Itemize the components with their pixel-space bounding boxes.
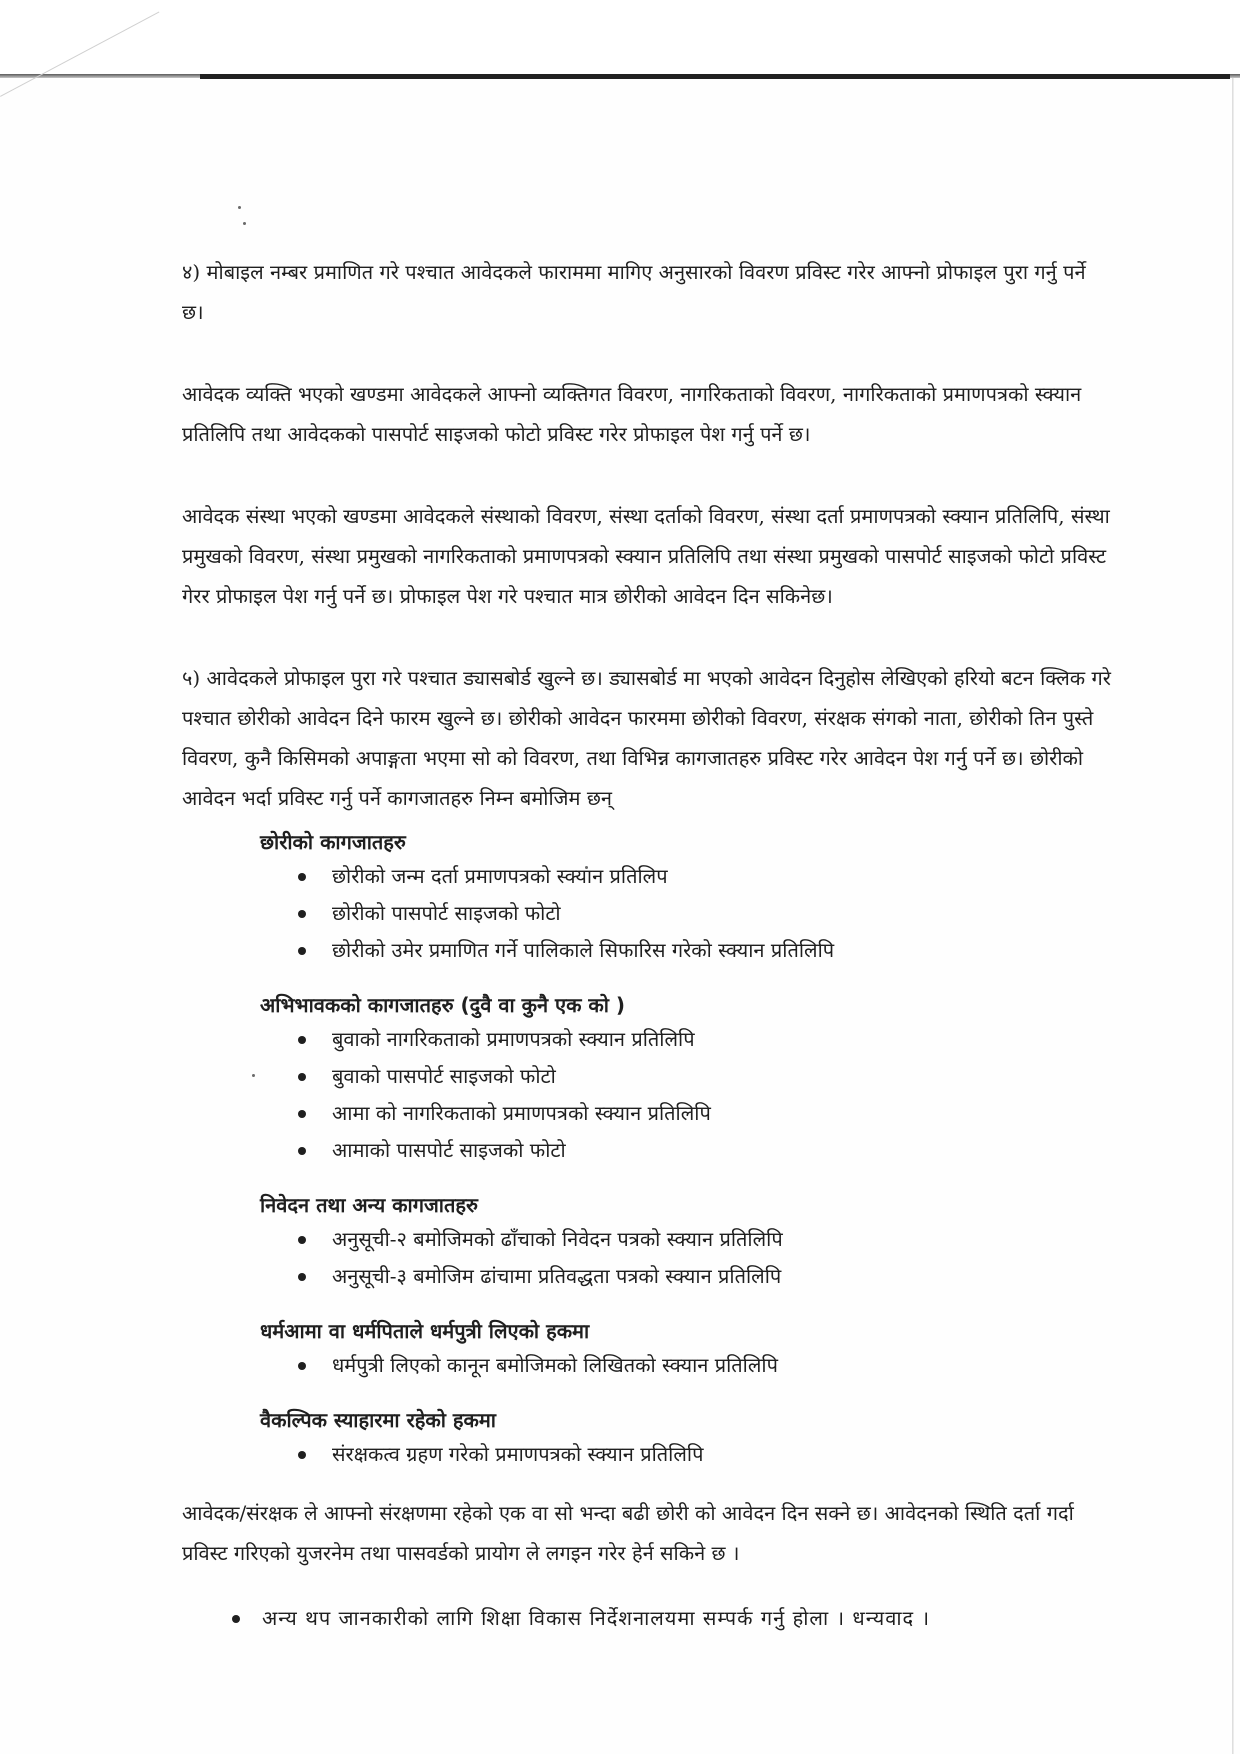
- section-heading-application-documents: निवेदन तथा अन्य कागजातहरु: [260, 1193, 478, 1217]
- footer-note-text: अन्य थप जानकारीको लागि शिक्षा विकास निर्देशनालयमा सम्पर्क गर्नु होला । धन्यवाद ।: [262, 1606, 931, 1630]
- scan-speck: [238, 206, 241, 209]
- list-item: अनुसूची-२ बमोजिमको ढाँचाको निवेदन पत्रको स्क्यान प्रतिलिपि: [182, 1221, 1112, 1258]
- bullet-icon: [298, 1147, 306, 1155]
- guardian-documents-list: [182, 1021, 1112, 1169]
- list-item: छोरीको जन्म दर्ता प्रमाणपत्रको स्क्यान प्रतिलिप: [182, 858, 1112, 895]
- document-body: [182, 252, 1112, 1635]
- list-item: अनुसूची-३ बमोजिम ढांचामा प्रतिवद्धता पत्रको स्क्यान प्रतिलिपि: [182, 1258, 1112, 1295]
- bullet-icon: [298, 1110, 306, 1118]
- scan-top-edge-shadow: [200, 74, 1230, 79]
- paragraph-organization-applicant: आवेदक संस्था भएको खण्डमा आवेदकले संस्थाको विवरण, संस्था दर्ताको विवरण, संस्था दर्ता प्रमाणपत्रको स्क्यान प्रतिलिपि, संस्था प्रमुखको विवरण, संस्था प्रमुखको नागरिकताको प्रमाणपत्रको स्क्यान प्रतिलिपि तथा संस्था प्रमुखको पासपोर्ट साइजको फोटो प्रविस्ट गेरर प्रोफाइल पेश गर्नु पर्ने छ। प्रोफाइल पेश गरे पश्चात मात्र छोरीको आवेदन दिन सकिनेछ।: [182, 504, 1110, 608]
- bullet-icon: [298, 1451, 306, 1459]
- list-item: छोरीको पासपोर्ट साइजको फोटो: [182, 895, 1112, 932]
- paragraph-closing: आवेदक/संरक्षक ले आफ्नो संरक्षणमा रहेको एक वा सो भन्दा बढी छोरी को आवेदन दिन सक्ने छ। आवेदनको स्थिति दर्ता गर्दा प्रविस्ट गरिएको युजरनेम तथा पासवर्डको प्रायोग ले लगइन गरेर हेर्न सकिने छ ।: [182, 1501, 1074, 1565]
- section-heading-adoption: धर्मआमा वा धर्मपिताले धर्मपुत्री लिएको हकमा: [260, 1319, 590, 1343]
- paragraph-step-5: ५) आवेदकले प्रोफाइल पुरा गरे पश्चात ड्यासबोर्ड खुल्ने छ। ड्यासबोर्ड मा भएको आवेदन दिनुहोस लेखिएको हरियो बटन क्लिक गरे पश्चात छोरीको आवेदन दिने फारम खुल्ने छ। छोरीको आवेदन फारममा छोरीको विवरण, संरक्षक संगको नाता, छोरीको तिन पुस्ते विवरण, कुनै किसिमको अपाङ्गता भएमा सो को विवरण, तथा विभिन्न कागजातहरु प्रविस्ट गरेर आवेदन पेश गर्नु पर्ने छ। छोरीको आवेदन भर्दा प्रविस्ट गर्नु पर्ने कागजातहरु निम्न बमोजिम छन्: [182, 666, 1111, 810]
- list-item: आमाको पासपोर्ट साइजको फोटो: [182, 1132, 1112, 1169]
- bullet-icon: [298, 1236, 306, 1244]
- list-item: संरक्षकत्व ग्रहण गरेको प्रमाणपत्रको स्क्यान प्रतिलिपि: [182, 1436, 1112, 1473]
- bullet-icon: [298, 910, 306, 918]
- scan-top-margin: [0, 0, 1240, 78]
- application-documents-list: [182, 1221, 1112, 1295]
- list-item: आमा को नागरिकताको प्रमाणपत्रको स्क्यान प्रतिलिपि: [182, 1095, 1112, 1132]
- section-heading-alternative-care: वैकल्पिक स्याहारमा रहेको हकमा: [260, 1408, 496, 1432]
- section-heading-guardian-documents: अभिभावकको कागजातहरु (दुवै वा कुनै एक को ): [260, 993, 626, 1017]
- paragraph-step-4: ४) मोबाइल नम्बर प्रमाणित गरे पश्चात आवेदकले फाराममा मागिए अनुसारको विवरण प्रविस्ट गरेर आफ्नो प्रोफाइल पुरा गर्नु पर्ने छ।: [182, 260, 1086, 324]
- bullet-icon: [298, 873, 306, 881]
- scan-right-edge: [1232, 78, 1234, 1754]
- daughter-documents-list: [182, 858, 1112, 969]
- list-item: बुवाको पासपोर्ट साइजको फोटो: [182, 1058, 1112, 1095]
- bullet-icon: [298, 1073, 306, 1081]
- footer-note: [182, 1601, 1112, 1635]
- bullet-icon: [232, 1615, 240, 1623]
- list-item: छोरीको उमेर प्रमाणित गर्ने पालिकाले सिफारिस गरेको स्क्यान प्रतिलिपि: [182, 932, 1112, 969]
- bullet-icon: [298, 947, 306, 955]
- adoption-documents-list: [182, 1347, 1112, 1384]
- list-item: धर्मपुत्री लिएको कानून बमोजिमको लिखितको स्क्यान प्रतिलिपि: [182, 1347, 1112, 1384]
- bullet-icon: [298, 1036, 306, 1044]
- alternative-care-documents-list: [182, 1436, 1112, 1473]
- bullet-icon: [298, 1273, 306, 1281]
- bullet-icon: [298, 1362, 306, 1370]
- list-item: बुवाको नागरिकताको प्रमाणपत्रको स्क्यान प्रतिलिपि: [182, 1021, 1112, 1058]
- section-heading-daughter-documents: छोरीको कागजातहरु: [260, 830, 406, 854]
- scan-speck: [243, 222, 246, 225]
- paragraph-individual-applicant: आवेदक व्यक्ति भएको खण्डमा आवेदकले आफ्नो व्यक्तिगत विवरण, नागरिकताको विवरण, नागरिकताको प्रमाणपत्रको स्क्यान प्रतिलिपि तथा आवेदकको पासपोर्ट साइजको फोटो प्रविस्ट गरेर प्रोफाइल पेश गर्नु पर्ने छ।: [182, 382, 1082, 446]
